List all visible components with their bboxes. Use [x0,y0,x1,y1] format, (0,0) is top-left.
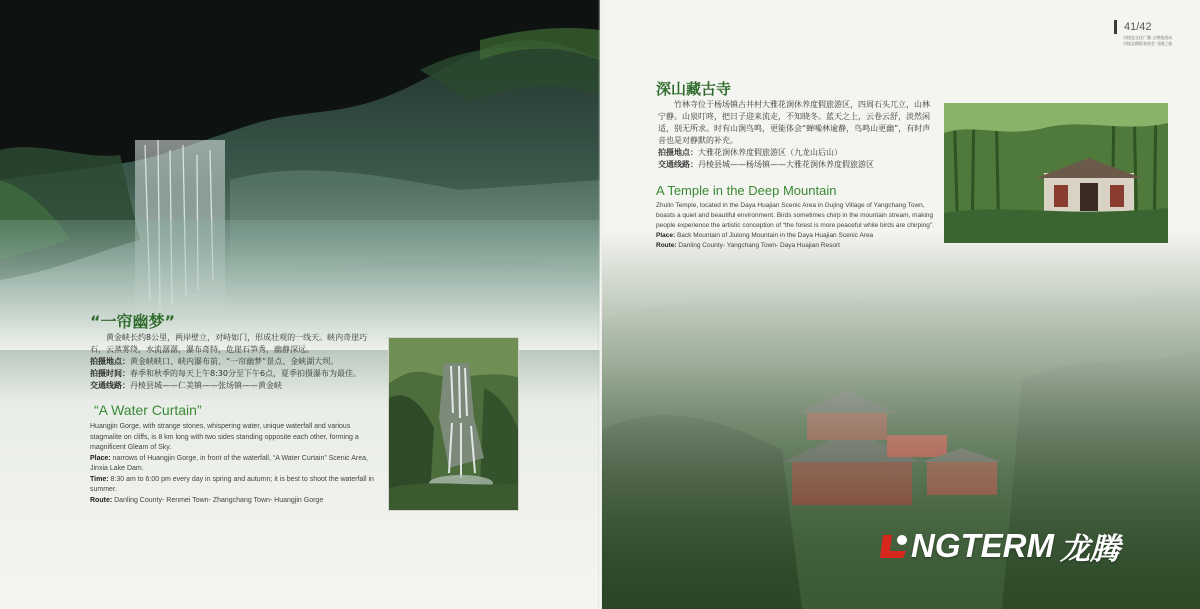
route-text-cn: 丹棱县城——杨场镇——大雅花涧休养度假旅游区 [698,160,874,169]
place-line-en [90,454,380,475]
brand-name-cn: 龙腾 [1060,532,1120,567]
route-text-en: Danling County- Renmei Town- Zhangchang Town- Huangjin Gorge [114,496,324,504]
place-label-en: Place: [90,454,111,462]
place-label-en: Place: [656,232,676,239]
header-small-text [1123,35,1193,47]
section-title-cn: “一帘幽梦” [90,312,176,331]
body-paragraph-cn: 竹林寺位于杨场镇古井村大雅花涧休养度假旅游区，四周石头兀立，山林宁静。山泉叮咚，把日子迎来流走，不知晓冬。蓝天之上，云卷云舒，淡然闲适，别无所求。时有山涧鸟鸣，更能体会“蝉噪林逾静，鸟鸣山更幽”，有时声音也是对静默的补充。 [658,100,931,145]
route-line-en [90,496,380,507]
waterfall-photo [388,337,519,511]
place-line-cn [90,356,380,368]
route-line-en [656,241,944,251]
route-line-cn [658,159,936,171]
place-text-cn: 黄金峡峡口、峡内瀑布前、“一帘幽梦”景点、金峡湖大坝。 [130,357,339,366]
brand-name-en: NGTERM [911,527,1054,564]
section-body-cn [90,332,380,392]
page-number: 41/42 [1124,21,1152,33]
body-paragraph-cn: 黄金峡长约8公里，两岸壁立，对峙如门，形成壮观的一线天。峡内奇崖巧石，云蒸雾绕，水流潺潺，瀑布奇特，危崖石笋秀，幽静深远。 [90,333,368,354]
route-label-en: Route: [656,242,677,249]
brand-logo [880,527,1120,567]
section-title-en: “A Water Curtain” [94,402,202,418]
time-text-en: 8:30 am to 6:00 pm every day in spring and autumn; it is best to shoot the waterfall in summer. [90,475,374,493]
section-body-en [90,422,380,506]
route-text-cn: 丹棱县城——仁美镇——张场镇——黄金峡 [130,381,282,390]
place-text-en: narrows of Huangjin Gorge, in front of the waterfall, “A Water Curtain” Scenic Area, Jinxia Lake Dam. [90,454,368,472]
time-text-cn: 春季和秋季的每天上午8:30分至下午6点，夏季拍摄瀑布为最佳。 [130,369,362,378]
route-label-cn: 交通线路： [90,381,130,390]
temple-photo [944,103,1168,243]
place-line-en [656,231,944,241]
section-body-en [656,201,944,251]
body-paragraph-en: Huangjin Gorge, with strange stones, whispering water, unique waterfall and various stagmalite on cliffs, is 8 km long with two sides standing opposite each other, forming a magnificent Gleam of Sky. [90,423,359,451]
time-label-en: Time: [90,475,109,483]
route-text-en: Danling County- Yangchang Town- Daya Huajian Resort [678,242,840,249]
right-page [602,0,1200,609]
place-text-en: Back Mountain of Jiulong Mountain in the Daya Huajian Scenic Area [676,232,874,239]
route-label-en: Route: [90,496,113,504]
temple-photo-image [944,103,1168,243]
time-label-cn: 拍摄时间： [90,369,130,378]
section-body-cn [658,99,936,171]
time-line-en [90,475,380,496]
place-text-cn: 大雅花涧休养度假旅游区（九龙山后山） [698,148,842,157]
header-small-line-1: 丹棱县文化广播 文物旅游局 [1123,35,1173,40]
place-label-cn: 拍摄地点： [658,148,698,157]
section-title-en: A Temple in the Deep Mountain [656,183,837,198]
page-number-bar [1114,20,1117,34]
header-small-line-2: 丹棱县摄影家协会 书画之旅 [1123,41,1173,46]
place-line-cn [658,147,936,159]
brand-mark-icon [880,531,910,561]
section-title-cn: 深山藏古寺 [656,80,732,98]
route-line-cn [90,380,380,392]
place-label-cn: 拍摄地点： [90,357,130,366]
time-line-cn [90,368,380,380]
route-label-cn: 交通线路： [658,160,698,169]
waterfall-photo-image [389,338,519,511]
body-paragraph-en: Zhulin Temple, located in the Daya Huajian Scenic Area in Gujing Village of Yangchang Town, boasts a quiet and beautiful environment. Birds sometimes chirp in the mountain stream, making people experience the artistic conception of “the forest is more peaceful while birds are chirping”. [656,202,934,229]
